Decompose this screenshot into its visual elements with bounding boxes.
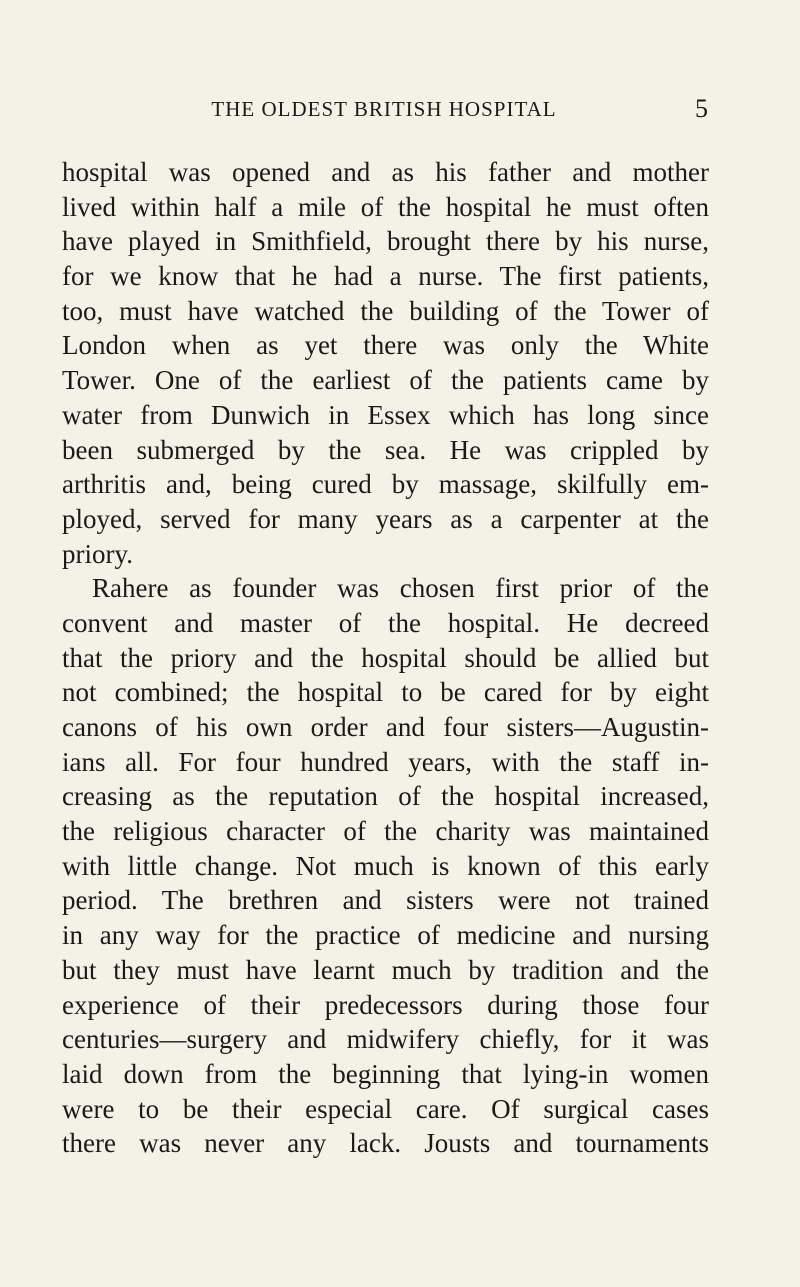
- text-line: were to be their especial care. Of surgical cases: [62, 1093, 709, 1124]
- text-line: too, must have watched the building of the Tower of: [62, 295, 709, 326]
- text-line: experience of their predecessors during those four: [62, 989, 709, 1020]
- text-line: hospital was opened and as his father and mother: [62, 157, 709, 187]
- text-line: canons of his own order and four sisters—Augustin-: [62, 712, 709, 742]
- text-line: there was never any lack. Jousts and tournaments: [62, 1128, 709, 1159]
- text-line: period. The brethren and sisters were not trained: [62, 885, 709, 916]
- text-line: convent and master of the hospital. He decreed: [62, 607, 709, 638]
- text-line: centuries—surgery and midwifery chiefly, for it was: [62, 1024, 709, 1055]
- text-line: ians all. For four hundred years, with the staff in-: [62, 746, 709, 777]
- page-header: [60, 93, 708, 125]
- text-line: the religious character of the charity was maintained: [62, 816, 709, 847]
- text-line: water from Dunwich in Essex which has long since: [62, 399, 709, 430]
- text-line: have played in Smithfield, brought there by his nurse,: [62, 226, 709, 257]
- text-line: creasing as the reputation of the hospital increased,: [62, 781, 709, 812]
- text-line: ployed, served for many years as a carpenter at the: [62, 503, 709, 534]
- text-line: laid down from the beginning that lying-in women: [62, 1058, 709, 1089]
- text-line: with little change. Not much is known of this early: [62, 850, 709, 881]
- text-line: but they must have learnt much by tradition and the: [62, 954, 709, 985]
- text-line: Tower. One of the earliest of the patients came by: [62, 365, 709, 396]
- text-line: Rahere as founder was chosen first prior of the: [92, 573, 709, 604]
- text-line: priory.: [62, 538, 133, 569]
- text-line: been submerged by the sea. He was crippled by: [62, 434, 709, 465]
- text-line: in any way for the practice of medicine and nursing: [62, 920, 709, 951]
- text-line: not combined; the hospital to be cared for by eight: [62, 677, 709, 708]
- text-line: lived within half a mile of the hospital he must often: [62, 191, 709, 222]
- text-line: arthritis and, being cured by massage, skilfully em-: [62, 469, 709, 500]
- text-line: London when as yet there was only the White: [62, 330, 709, 361]
- page-number: 5: [695, 94, 708, 123]
- text-line: that the priory and the hospital should be allied but: [62, 642, 709, 673]
- running-title: THE OLDEST BRITISH HOSPITAL: [211, 97, 557, 121]
- body-text: [62, 155, 709, 1161]
- text-line: for we know that he had a nurse. The first patients,: [62, 261, 709, 292]
